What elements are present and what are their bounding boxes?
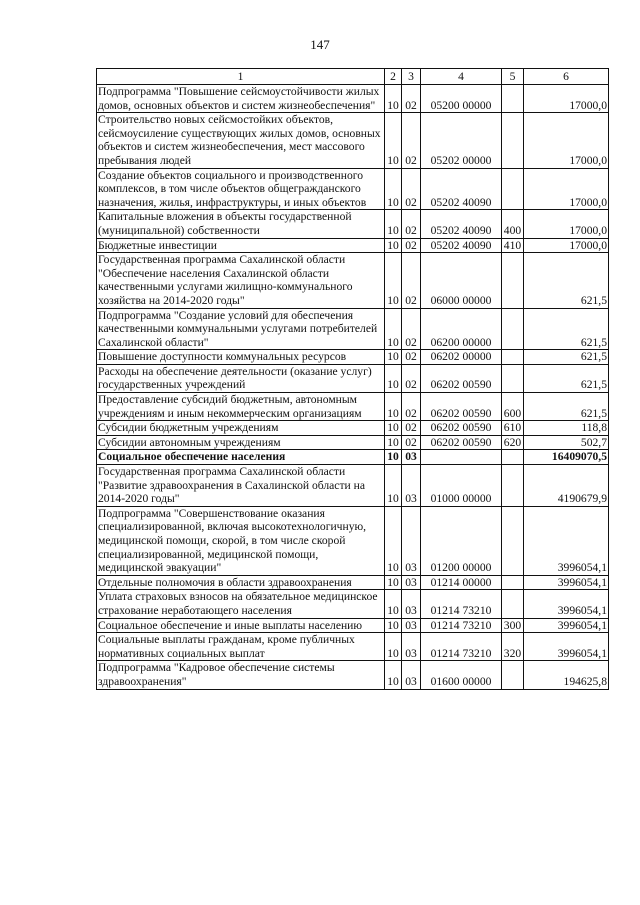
cell-name: Строительство новых сейсмостойких объектов, сейсмоусиление существующих жилых домов, основных объектов и систем жизнеобеспечения, мест массового пребывания людей	[97, 113, 385, 168]
table-row	[97, 506, 609, 575]
cell-sum: 621,5	[524, 253, 609, 308]
cell-csr: 01214 00000	[421, 575, 502, 590]
cell-csr: 05202 40090	[421, 238, 502, 253]
table-row	[97, 238, 609, 253]
cell-rz: 10	[385, 575, 402, 590]
cell-pr: 02	[402, 238, 421, 253]
cell-sum: 3996054,1	[524, 506, 609, 575]
cell-csr: 01214 73210	[421, 590, 502, 618]
cell-csr: 01214 73210	[421, 618, 502, 633]
cell-sum: 3996054,1	[524, 618, 609, 633]
cell-rz: 10	[385, 210, 402, 238]
cell-csr: 06202 00590	[421, 393, 502, 421]
table-row	[97, 618, 609, 633]
cell-csr: 05202 40090	[421, 168, 502, 210]
cell-csr	[421, 450, 502, 465]
cell-pr: 03	[402, 506, 421, 575]
cell-vr: 600	[502, 393, 524, 421]
table-row	[97, 113, 609, 168]
cell-rz: 10	[385, 435, 402, 450]
cell-pr: 03	[402, 661, 421, 689]
table-row	[97, 253, 609, 308]
cell-rz: 10	[385, 85, 402, 113]
cell-vr: 620	[502, 435, 524, 450]
table-row	[97, 85, 609, 113]
cell-csr: 01000 00000	[421, 465, 502, 507]
cell-rz: 10	[385, 308, 402, 350]
table-row	[97, 421, 609, 436]
header-cell: 5	[502, 69, 524, 85]
cell-rz: 10	[385, 421, 402, 436]
cell-name: Подпрограмма "Повышение сейсмоустойчивости жилых домов, основных объектов и систем жизнеобеспечения"	[97, 85, 385, 113]
cell-sum: 17000,0	[524, 210, 609, 238]
table-row	[97, 465, 609, 507]
cell-vr	[502, 661, 524, 689]
cell-sum: 17000,0	[524, 113, 609, 168]
table-row	[97, 450, 609, 465]
cell-name: Субсидии бюджетным учреждениям	[97, 421, 385, 436]
cell-name: Социальные выплаты гражданам, кроме публичных нормативных социальных выплат	[97, 633, 385, 661]
page-number: 147	[310, 37, 330, 52]
cell-csr: 01200 00000	[421, 506, 502, 575]
cell-sum: 118,8	[524, 421, 609, 436]
cell-csr: 06000 00000	[421, 253, 502, 308]
cell-vr	[502, 168, 524, 210]
cell-rz: 10	[385, 393, 402, 421]
cell-sum: 502,7	[524, 435, 609, 450]
cell-name: Субсидии автономным учреждениям	[97, 435, 385, 450]
cell-sum: 621,5	[524, 350, 609, 365]
cell-name: Подпрограмма "Кадровое обеспечение системы здравоохранения"	[97, 661, 385, 689]
cell-vr: 300	[502, 618, 524, 633]
cell-rz: 10	[385, 253, 402, 308]
cell-vr	[502, 364, 524, 392]
cell-vr: 610	[502, 421, 524, 436]
header-cell: 6	[524, 69, 609, 85]
cell-vr	[502, 113, 524, 168]
cell-pr: 03	[402, 590, 421, 618]
table-row	[97, 210, 609, 238]
cell-pr: 02	[402, 168, 421, 210]
cell-rz: 10	[385, 618, 402, 633]
cell-pr: 03	[402, 633, 421, 661]
cell-name: Отдельные полномочия в области здравоохранения	[97, 575, 385, 590]
cell-sum: 3996054,1	[524, 590, 609, 618]
cell-sum: 621,5	[524, 364, 609, 392]
header-cell: 4	[421, 69, 502, 85]
cell-rz: 10	[385, 350, 402, 365]
cell-name: Социальное обеспечение и иные выплаты населению	[97, 618, 385, 633]
cell-csr: 05202 40090	[421, 210, 502, 238]
cell-rz: 10	[385, 364, 402, 392]
cell-vr	[502, 506, 524, 575]
cell-vr	[502, 308, 524, 350]
cell-name: Создание объектов социального и производственного комплексов, в том числе объектов общегражданского назначения, жилья, инфраструктуры, и иных объектов	[97, 168, 385, 210]
cell-csr: 05202 00000	[421, 113, 502, 168]
table-row	[97, 590, 609, 618]
cell-name: Бюджетные инвестиции	[97, 238, 385, 253]
cell-rz: 10	[385, 465, 402, 507]
cell-sum: 3996054,1	[524, 633, 609, 661]
cell-rz: 10	[385, 168, 402, 210]
cell-rz: 10	[385, 113, 402, 168]
cell-pr: 02	[402, 308, 421, 350]
cell-pr: 02	[402, 210, 421, 238]
cell-vr	[502, 350, 524, 365]
cell-csr: 05200 00000	[421, 85, 502, 113]
header-row	[97, 69, 609, 85]
cell-rz: 10	[385, 450, 402, 465]
cell-rz: 10	[385, 506, 402, 575]
cell-pr: 03	[402, 618, 421, 633]
cell-pr: 03	[402, 465, 421, 507]
cell-sum: 194625,8	[524, 661, 609, 689]
cell-pr: 02	[402, 435, 421, 450]
cell-csr: 06202 00000	[421, 350, 502, 365]
header-cell: 3	[402, 69, 421, 85]
cell-name: Капитальные вложения в объекты государственной (муниципальной) собственности	[97, 210, 385, 238]
cell-pr: 02	[402, 350, 421, 365]
cell-rz: 10	[385, 238, 402, 253]
cell-name: Подпрограмма "Совершенствование оказания специализированной, включая высокотехнологичную, медицинской помощи, скорой, в том числе скорой специализированной, медицинской помощи, медицинской эвакуации"	[97, 506, 385, 575]
cell-name: Государственная программа Сахалинской области "Развитие здравоохранения в Сахалинской области на 2014-2020 годы"	[97, 465, 385, 507]
cell-name: Социальное обеспечение населения	[97, 450, 385, 465]
table-row	[97, 350, 609, 365]
cell-vr	[502, 590, 524, 618]
cell-pr: 02	[402, 253, 421, 308]
cell-pr: 03	[402, 450, 421, 465]
cell-vr: 320	[502, 633, 524, 661]
table-row	[97, 575, 609, 590]
cell-sum: 17000,0	[524, 238, 609, 253]
cell-pr: 02	[402, 393, 421, 421]
cell-name: Уплата страховых взносов на обязательное медицинское страхование неработающего населения	[97, 590, 385, 618]
table-row	[97, 168, 609, 210]
cell-csr: 01214 73210	[421, 633, 502, 661]
cell-vr	[502, 450, 524, 465]
table-row	[97, 633, 609, 661]
cell-vr	[502, 85, 524, 113]
cell-rz: 10	[385, 590, 402, 618]
cell-sum: 621,5	[524, 393, 609, 421]
cell-pr: 02	[402, 113, 421, 168]
cell-pr: 02	[402, 421, 421, 436]
cell-vr	[502, 465, 524, 507]
cell-name: Государственная программа Сахалинской области "Обеспечение населения Сахалинской области качественными услугами жилищно-коммунального хозяйства на 2014-2020 годы"	[97, 253, 385, 308]
cell-pr: 02	[402, 364, 421, 392]
table-row	[97, 393, 609, 421]
cell-csr: 06202 00590	[421, 435, 502, 450]
cell-sum: 621,5	[524, 308, 609, 350]
cell-vr	[502, 253, 524, 308]
cell-name: Подпрограмма "Создание условий для обеспечения качественными коммунальными услугами потребителей Сахалинской области"	[97, 308, 385, 350]
cell-name: Расходы на обеспечение деятельности (оказание услуг) государственных учреждений	[97, 364, 385, 392]
cell-sum: 16409070,5	[524, 450, 609, 465]
cell-sum: 3996054,1	[524, 575, 609, 590]
cell-sum: 17000,0	[524, 85, 609, 113]
cell-rz: 10	[385, 661, 402, 689]
cell-csr: 01600 00000	[421, 661, 502, 689]
cell-vr: 410	[502, 238, 524, 253]
cell-csr: 06202 00590	[421, 421, 502, 436]
cell-csr: 06200 00000	[421, 308, 502, 350]
table-row	[97, 661, 609, 689]
cell-pr: 03	[402, 575, 421, 590]
table-row	[97, 435, 609, 450]
table-row	[97, 308, 609, 350]
header-cell: 2	[385, 69, 402, 85]
cell-name: Предоставление субсидий бюджетным, автономным учреждениям и иным некоммерческим организациям	[97, 393, 385, 421]
cell-pr: 02	[402, 85, 421, 113]
budget-table	[96, 68, 609, 690]
cell-csr: 06202 00590	[421, 364, 502, 392]
cell-vr	[502, 575, 524, 590]
cell-name: Повышение доступности коммунальных ресурсов	[97, 350, 385, 365]
cell-sum: 4190679,9	[524, 465, 609, 507]
table-row	[97, 364, 609, 392]
cell-rz: 10	[385, 633, 402, 661]
header-cell: 1	[97, 69, 385, 85]
cell-sum: 17000,0	[524, 168, 609, 210]
cell-vr: 400	[502, 210, 524, 238]
